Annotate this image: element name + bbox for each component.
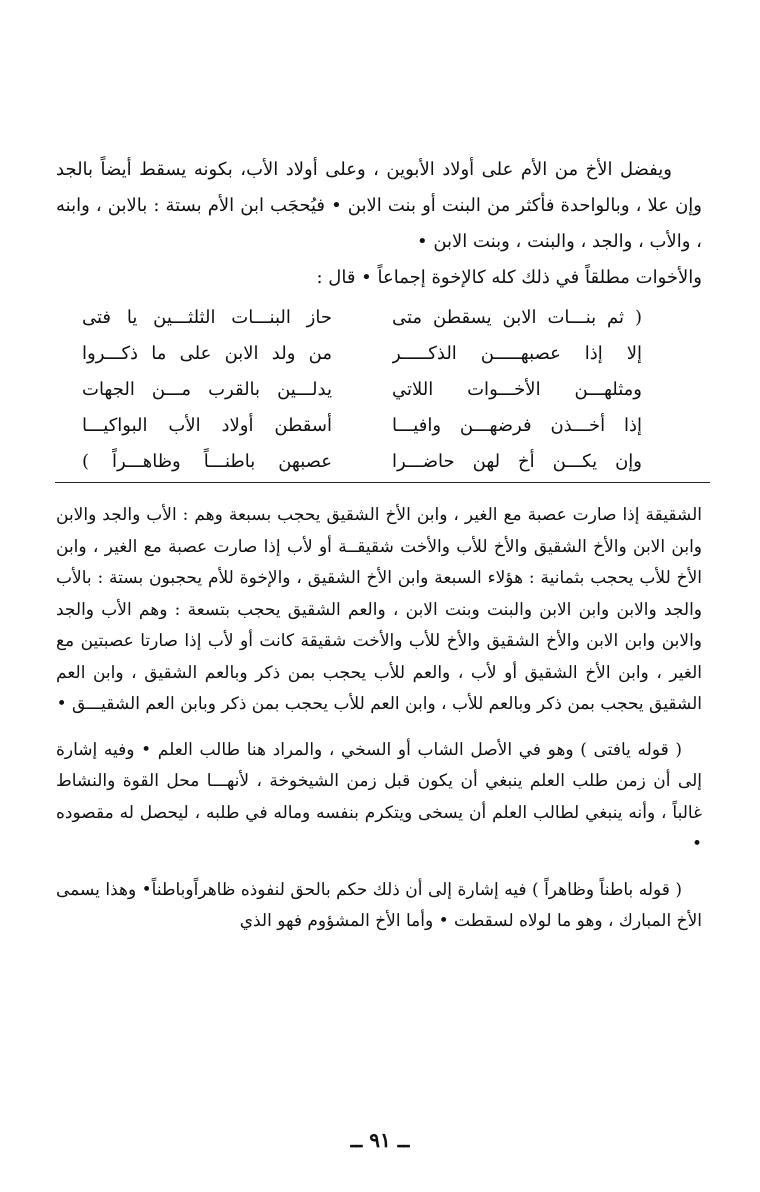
main-paragraph: ويفضل الأخ من الأم على أولاد الأبوين ، وعلى أولاد الأب، بكونه يسقط أيضاً بالجد وإن علا ، وبالواحدة فأكثر من البنت أو بنت الابن • فيُحجَب ابن الأم بستة : بالابن ، وابنه ، والأب ، والجد ، والبنت ، وبنت الابن •: [56, 159, 702, 252]
poem: [82, 300, 642, 480]
poem-verse: [82, 444, 642, 480]
poem-hemistich-left: حاز البنـــات الثلثـــين يا فتى: [82, 307, 332, 328]
footnotes: [56, 500, 702, 952]
poem-verse: [82, 408, 642, 444]
main-paragraph: والأخوات مطلقاً في ذلك كله كالإخوة إجماعاً • قال :: [316, 267, 702, 288]
page-number: ــ ٩١ ــ: [350, 1128, 410, 1152]
poem-verse: [82, 372, 642, 408]
main-text: [56, 152, 702, 296]
poem-hemistich-left: يدلـــين بالقرب مـــن الجهات: [82, 379, 332, 400]
poem-verse: [82, 336, 642, 372]
footnote-paragraph: ( قوله باطناً وظاهراً ) فيه إشارة إلى أن ذلك حكم بالحق لنفوذه ظاهراًوباطناً• وهذا يسمى الأخ المبارك ، وهو ما لولاه لسقطت • وأما الأخ المشؤوم فهو الذي: [56, 879, 702, 931]
poem-hemistich-left: أسقطن أولاد الأب البواكيـــا: [82, 415, 332, 436]
poem-hemistich-left: من ولد الابن على ما ذكـــروا: [82, 343, 332, 364]
footnote-paragraph: الشقيقة إذا صارت عصبة مع الغير ، وابن الأخ الشقيق يحجب بسبعة وهم : الأب والجد والابن وابن الابن والأخ الشقيق والأخ للأب والأخت شقيقــة أو لأب إذا صارت عصبة مع الغير ، وابن الأخ للأب يحجب بثمانية : هؤلاء السبعة وابن الأخ الشقيق ، والإخوة للأم يحجبون بستة : بالأب والجد والابن وابن الابن والبنت وبنت الابن ، والعم الشقيق يحجب بتسعة : وهم الأب والجد والابن وابن الابن والأخ الشقيق والأخ للأب والأخت شقيقة كانت أو لأب إذا صارتا عصبتين مع الغير ، وابن الأخ الشقيق أو لأب ، والعم للأب يحجب بمن ذكر وبالعم الشقيق ، وابن العم الشقيق يحجب بمن ذكر وبالعم للأب ، وابن العم للأب يحجب بمن ذكر وبابن العم الشقيـــق •: [56, 505, 702, 714]
poem-hemistich-right: وإن يكـــن أخ لهن حاضـــرا: [392, 451, 642, 472]
footnote-paragraph: ( قوله يافتى ) وهو في الأصل الشاب أو السخي ، والمراد هنا طالب العلم • وفيه إشارة إلى أن زمن طلب العلم ينبغي أن يكون قبل زمن الشيخوخة ، لأنهـــا محل القوة والنشاط غالباً ، وأنه ينبغي لطالب العلم أن يسخى ويتكرم بنفسه وماله في طلبه ، ليحصل له مقصوده •: [56, 739, 702, 854]
poem-hemistich-right: إذا أخـــذن فرضهـــن وافيـــا: [392, 415, 642, 436]
poem-verse: [82, 300, 642, 336]
poem-hemistich-right: إلا إذا عصبهـــــن الذكـــــر: [392, 343, 642, 364]
poem-hemistich-right: ومثلهـــن الأخـــوات اللاتي: [392, 379, 642, 400]
poem-hemistich-right: ( ثم بنـــات الابن يسقطن متى: [392, 307, 642, 328]
poem-hemistich-left: عصبهن باطنـــاً وظاهـــراً ): [82, 451, 332, 472]
footnote-separator: [55, 482, 710, 483]
